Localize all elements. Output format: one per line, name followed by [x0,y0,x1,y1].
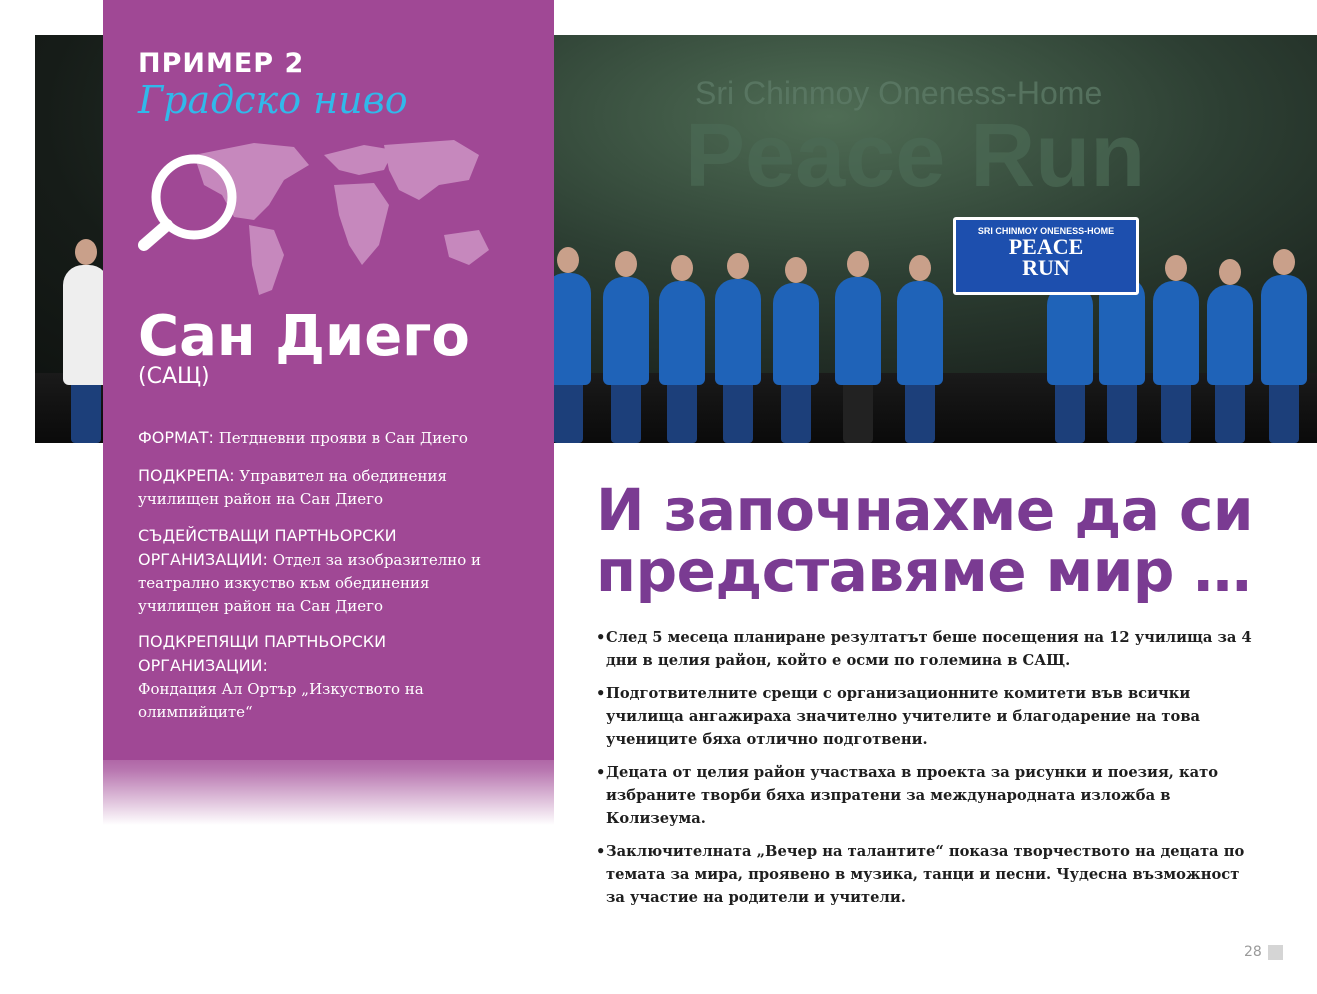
country-label: (САЩ) [138,364,210,389]
info-value: Управител на обединения училищен район на Сан Диего [138,467,447,508]
runner-figure [603,277,649,385]
info-support [138,464,508,511]
list-item: • Заключителната „Вечер на талантите“ показа творчеството на децата по темата за мира, проявено в музика, танци и песни. Чудесна възможност за участие на родители и учители. [596,840,1256,909]
search-icon [144,159,232,245]
runner-figure [1047,285,1093,385]
info-value: Фондация Ал Ортър „Изкуството на олимпийците“ [138,680,424,721]
photo-backdrop-title: Peace Run [685,106,1146,206]
peace-run-banner [953,217,1139,295]
info-key: СЪДЕЙСТВАЩИ ПАРТНЬОРСКИ ОРГАНИЗАЦИИ: [138,526,397,569]
runner-figure [773,283,819,385]
info-value: Петдневни прояви в Сан Диего [218,429,468,447]
page-marker [1268,945,1283,960]
page-number: 28 [1244,944,1262,960]
example-label: ПРИМЕР 2 [138,48,305,79]
runner-figure [835,277,881,385]
banner-line-1: SRI CHINMOY ONENESS-HOME [977,226,1115,236]
bullet-list [596,626,1256,919]
list-item: • След 5 месеца планиране резултатът беше посещения на 12 училища за 4 дни в целия район, който е осми по големина в САЩ. [596,626,1256,672]
list-item: • Подготвителните срещи с организационните комитети във всички училища ангажираха значително учителите и благодарение на това учениците бяха отлично подготвени. [596,682,1256,751]
info-key: ПОДКРЕПЯЩИ ПАРТНЬОРСКИ ОРГАНИЗАЦИИ: [138,632,387,675]
runner-figure [1153,281,1199,385]
info-panel-fade [103,740,554,825]
info-cooperating-partners [138,524,508,618]
list-item: • Децата от целия район участваха в проекта за рисунки и поезия, като избраните творби бяха изпратени за международната изложба в Колизеума. [596,761,1256,830]
section-headline: И започнахме да си представяме мир … [596,476,1254,605]
magnifier-world-map-icon [134,125,506,297]
info-format [138,426,508,450]
runner-figure [659,281,705,385]
city-title: Сан Диего [138,304,470,369]
runner-figure [715,279,761,385]
runner-figure [1207,285,1253,385]
info-key: ПОДКРЕПА: [138,466,235,485]
info-value: Отдел за изобразително и театрално изкуство към обединения училищен район на Сан Диего [138,551,482,615]
banner-line-2: PEACE [1008,234,1084,259]
runner-figure [897,281,943,385]
runner-figure [1261,275,1307,385]
info-supporting-partners [138,630,508,724]
info-key: ФОРМАТ: [138,428,214,447]
banner-line-3: RUN [1022,255,1070,280]
photo-backdrop-caption: Sri Chinmoy Oneness-Home [695,75,1103,111]
world-map-icon [194,140,489,295]
level-label: Градско ниво [138,78,408,122]
